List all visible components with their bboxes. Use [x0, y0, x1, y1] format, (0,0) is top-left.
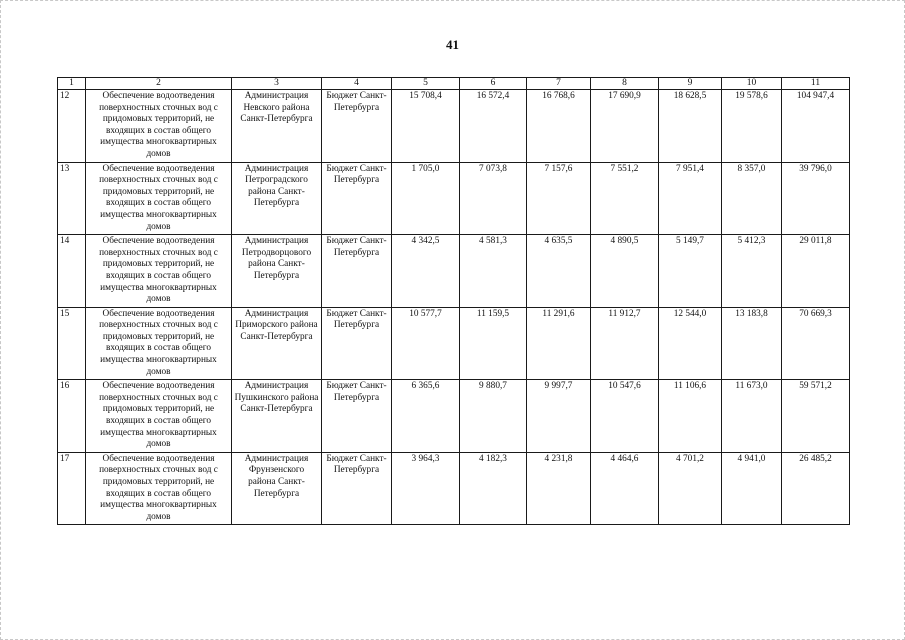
- column-header: 6: [460, 78, 527, 90]
- amount-cell: 13 183,8: [722, 307, 782, 380]
- amount-cell: 7 157,6: [527, 162, 591, 235]
- executor-cell: Администрация Фрунзенского района Санкт-Петербурга: [232, 452, 322, 525]
- column-header: 11: [782, 78, 850, 90]
- funding-source-cell: Бюджет Санкт-Петербурга: [322, 90, 392, 163]
- amount-cell: 11 291,6: [527, 307, 591, 380]
- executor-cell: Администрация Приморского района Санкт-Петербурга: [232, 307, 322, 380]
- row-number-cell: 14: [58, 235, 86, 308]
- table-row: [58, 90, 850, 163]
- executor-cell: Администрация Петроградского района Санкт-Петербурга: [232, 162, 322, 235]
- table-row: [58, 307, 850, 380]
- row-number-cell: 15: [58, 307, 86, 380]
- total-cell: 29 011,8: [782, 235, 850, 308]
- activity-name-cell: Обеспечение водоотведения поверхностных сточных вод с придомовых территорий, не входящих в состав общего имущества многоквартирных домов: [86, 90, 232, 163]
- amount-cell: 4 182,3: [460, 452, 527, 525]
- column-header: 3: [232, 78, 322, 90]
- activity-name-cell: Обеспечение водоотведения поверхностных сточных вод с придомовых территорий, не входящих в состав общего имущества многоквартирных домов: [86, 380, 232, 453]
- amount-cell: 9 997,7: [527, 380, 591, 453]
- total-cell: 59 571,2: [782, 380, 850, 453]
- amount-cell: 15 708,4: [392, 90, 460, 163]
- amount-cell: 4 231,8: [527, 452, 591, 525]
- row-number-cell: 13: [58, 162, 86, 235]
- total-cell: 26 485,2: [782, 452, 850, 525]
- amount-cell: 16 768,6: [527, 90, 591, 163]
- column-header: 10: [722, 78, 782, 90]
- amount-cell: 8 357,0: [722, 162, 782, 235]
- amount-cell: 10 577,7: [392, 307, 460, 380]
- amount-cell: 4 581,3: [460, 235, 527, 308]
- amount-cell: 11 912,7: [591, 307, 659, 380]
- table-row: [58, 452, 850, 525]
- row-number-cell: 17: [58, 452, 86, 525]
- amount-cell: 5 412,3: [722, 235, 782, 308]
- funding-table: [57, 77, 850, 525]
- total-cell: 104 947,4: [782, 90, 850, 163]
- amount-cell: 1 705,0: [392, 162, 460, 235]
- amount-cell: 6 365,6: [392, 380, 460, 453]
- table-row: [58, 235, 850, 308]
- executor-cell: Администрация Пушкинского района Санкт-Петербурга: [232, 380, 322, 453]
- amount-cell: 4 464,6: [591, 452, 659, 525]
- amount-cell: 7 551,2: [591, 162, 659, 235]
- row-number-cell: 12: [58, 90, 86, 163]
- column-header: 5: [392, 78, 460, 90]
- amount-cell: 11 159,5: [460, 307, 527, 380]
- amount-cell: 4 701,2: [659, 452, 722, 525]
- column-header: 4: [322, 78, 392, 90]
- amount-cell: 4 890,5: [591, 235, 659, 308]
- amount-cell: 3 964,3: [392, 452, 460, 525]
- amount-cell: 16 572,4: [460, 90, 527, 163]
- row-number-cell: 16: [58, 380, 86, 453]
- amount-cell: 18 628,5: [659, 90, 722, 163]
- funding-source-cell: Бюджет Санкт-Петербурга: [322, 380, 392, 453]
- amount-cell: 12 544,0: [659, 307, 722, 380]
- column-header: 2: [86, 78, 232, 90]
- amount-cell: 7 073,8: [460, 162, 527, 235]
- amount-cell: 5 149,7: [659, 235, 722, 308]
- table-row: [58, 380, 850, 453]
- amount-cell: 4 635,5: [527, 235, 591, 308]
- amount-cell: 11 673,0: [722, 380, 782, 453]
- executor-cell: Администрация Невского района Санкт-Петербурга: [232, 90, 322, 163]
- activity-name-cell: Обеспечение водоотведения поверхностных сточных вод с придомовых территорий, не входящих в состав общего имущества многоквартирных домов: [86, 162, 232, 235]
- amount-cell: 7 951,4: [659, 162, 722, 235]
- amount-cell: 10 547,6: [591, 380, 659, 453]
- amount-cell: 4 941,0: [722, 452, 782, 525]
- table-body: [58, 78, 850, 525]
- amount-cell: 11 106,6: [659, 380, 722, 453]
- column-header: 1: [58, 78, 86, 90]
- column-header: 7: [527, 78, 591, 90]
- activity-name-cell: Обеспечение водоотведения поверхностных сточных вод с придомовых территорий, не входящих в состав общего имущества многоквартирных домов: [86, 307, 232, 380]
- activity-name-cell: Обеспечение водоотведения поверхностных сточных вод с придомовых территорий, не входящих в состав общего имущества многоквартирных домов: [86, 235, 232, 308]
- page-number: 41: [446, 37, 459, 52]
- amount-cell: 9 880,7: [460, 380, 527, 453]
- funding-source-cell: Бюджет Санкт-Петербурга: [322, 307, 392, 380]
- executor-cell: Администрация Петродворцового района Санкт-Петербурга: [232, 235, 322, 308]
- amount-cell: 19 578,6: [722, 90, 782, 163]
- column-header: 8: [591, 78, 659, 90]
- total-cell: 70 669,3: [782, 307, 850, 380]
- total-cell: 39 796,0: [782, 162, 850, 235]
- funding-source-cell: Бюджет Санкт-Петербурга: [322, 452, 392, 525]
- funding-source-cell: Бюджет Санкт-Петербурга: [322, 235, 392, 308]
- table-row: [58, 162, 850, 235]
- activity-name-cell: Обеспечение водоотведения поверхностных сточных вод с придомовых территорий, не входящих в состав общего имущества многоквартирных домов: [86, 452, 232, 525]
- amount-cell: 4 342,5: [392, 235, 460, 308]
- column-header: 9: [659, 78, 722, 90]
- funding-source-cell: Бюджет Санкт-Петербурга: [322, 162, 392, 235]
- amount-cell: 17 690,9: [591, 90, 659, 163]
- column-number-row: [58, 78, 850, 90]
